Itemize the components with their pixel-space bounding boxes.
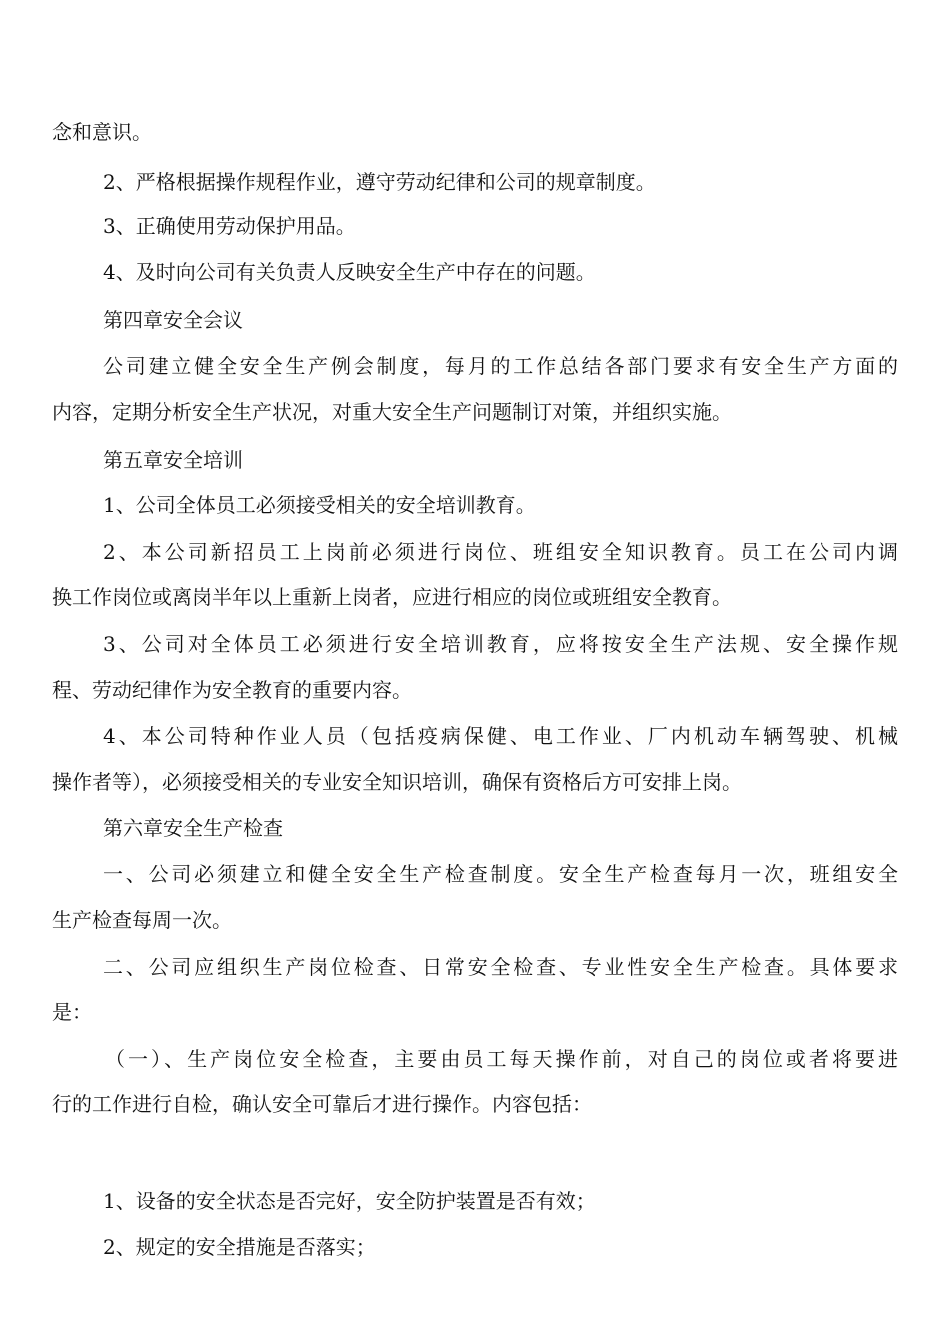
text-line: 3、正确使用劳动保护用品。 [103,214,356,238]
text-line: 念和意识。 [52,120,152,144]
text-line: 4、及时向公司有关负责人反映安全生产中存在的问题。 [103,260,596,284]
chapter-heading: 第六章安全生产检查 [103,816,283,840]
text-line: 4、本公司特种作业人员（包括疫病保健、电工作业、厂内机动车辆驾驶、机械 [103,724,898,748]
text-line: 2、严格根据操作规程作业，遵守劳动纪律和公司的规章制度。 [103,170,656,194]
text-line: 一、公司必须建立和健全安全生产检查制度。安全生产检查每月一次，班组安全 [103,862,898,886]
text-line: 二、公司应组织生产岗位检查、日常安全检查、专业性安全生产检查。具体要求 [103,955,898,979]
text-line: （一）、生产岗位安全检查，主要由员工每天操作前，对自己的岗位或者将要进 [105,1047,898,1071]
text-line: 内容，定期分析安全生产状况，对重大安全生产问题制订对策，并组织实施。 [52,400,732,424]
text-line: 3、公司对全体员工必须进行安全培训教育，应将按安全生产法规、安全操作规 [103,632,898,656]
text-line: 是： [52,1000,92,1024]
text-line: 1、设备的安全状态是否完好，安全防护装置是否有效； [103,1189,596,1213]
text-line: 换工作岗位或离岗半年以上重新上岗者，应进行相应的岗位或班组安全教育。 [52,585,732,609]
text-line: 2、本公司新招员工上岗前必须进行岗位、班组安全知识教育。员工在公司内调 [103,540,898,564]
text-line: 行的工作进行自检，确认安全可靠后才进行操作。内容包括： [52,1092,592,1116]
text-line: 2、规定的安全措施是否落实； [103,1235,376,1259]
text-line: 程、劳动纪律作为安全教育的重要内容。 [52,678,412,702]
chapter-heading: 第四章安全会议 [103,308,243,332]
text-line: 公司建立健全安全生产例会制度，每月的工作总结各部门要求有安全生产方面的 [103,354,898,378]
text-line: 操作者等），必须接受相关的专业安全知识培训，确保有资格后方可安排上岗。 [52,770,742,794]
chapter-heading: 第五章安全培训 [103,448,243,472]
text-line: 1、公司全体员工必须接受相关的安全培训教育。 [103,493,536,517]
text-line: 生产检查每周一次。 [52,908,232,932]
